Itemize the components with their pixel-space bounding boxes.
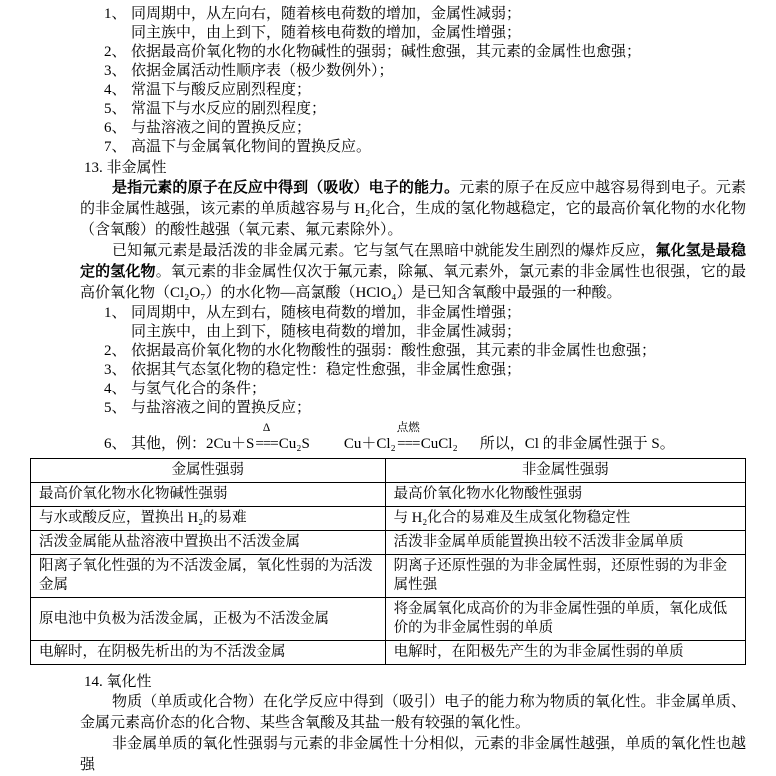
- metal-list-item: [0, 24, 776, 43]
- delta-over-equals: [255, 422, 277, 454]
- metal-list-item: [0, 5, 776, 24]
- list-text: 依据其气态氢化物的稳定性：稳定性愈强，非金属性愈强；: [131, 362, 522, 378]
- table-cell-right: 活泼非金属单质能置换出较不活泼非金属单质: [385, 531, 745, 555]
- list-number: 7、: [104, 139, 127, 155]
- table-cell-right: 电解时，在阳极先产生的为非金属性弱的单质: [385, 641, 745, 665]
- comparison-table: [30, 458, 746, 665]
- list-text: 常温下与酸反应剧烈程度；: [131, 82, 312, 98]
- table-header-nonmetal: 非金属性强弱: [385, 459, 745, 483]
- equation-line: [0, 422, 776, 454]
- list-text: 与氢气化合的条件；: [131, 381, 267, 397]
- table-row: [31, 598, 746, 641]
- table-row: [31, 641, 746, 665]
- nonmetal-list-item: [0, 304, 776, 323]
- section-14-heading: 14. 氧化性: [84, 674, 152, 690]
- list-text: 高温下与金属氧化物间的置换反应。: [131, 139, 372, 155]
- definition-rest-text: 元素的原子在反应中越容易得到电子。元素的非金属性越强，该元素的单质越容易与 H₂化合，生成的氢化物越稳定，它的最高价氧化物的水化物（含氧酸）的酸性越强（氧元素、氟元素除外）。: [80, 180, 746, 238]
- table-cell-right: 最高价氧化物水化物酸性强弱: [385, 483, 745, 507]
- equation-label: 其他，例：: [131, 436, 207, 452]
- reaction-2-product: CuCl₂: [420, 436, 458, 452]
- metal-list-item: [0, 81, 776, 100]
- reaction-1-reactants: 2Cu＋S: [206, 436, 255, 452]
- list-number: 5、: [104, 101, 127, 117]
- list-number: 2、: [104, 44, 127, 60]
- section-13-heading: 13. 非金属性: [84, 160, 167, 176]
- list-number: 2、: [104, 343, 127, 359]
- table-cell-right: 与 H₂化合的易难及生成氢化物稳定性: [385, 507, 745, 531]
- ignite-over-equals: [397, 422, 420, 454]
- table-header-metal: 金属性强弱: [31, 459, 386, 483]
- metal-criteria-list: [0, 5, 776, 157]
- list-number: 3、: [104, 63, 127, 79]
- hf-bold-text: 氟化氢是最稳定的氢化物: [80, 243, 746, 280]
- table-header-row: [31, 459, 746, 483]
- table-row: [31, 483, 746, 507]
- list-number: 4、: [104, 82, 127, 98]
- oxidizing-definition-paragraph: 物质（单质或化合物）在化学反应中得到（吸引）电子的能力称为物质的氧化性。非金属单质、金属元素高价态的化合物、某些含氧酸及其盐一般有较强的氧化性。: [80, 694, 746, 731]
- metal-list-item: [0, 138, 776, 157]
- equals-sign: ===: [397, 436, 420, 452]
- list-number: 1、: [104, 305, 127, 321]
- table-row: [31, 531, 746, 555]
- list-text: 与盐溶液之间的置换反应；: [131, 400, 312, 416]
- list-text: 依据金属活动性顺序表（极少数例外）；: [131, 63, 394, 79]
- fluorine-text-rest: 。氧元素的非金属性仅次于氟元素，除氟、氧元素外，氯元素的非金属性也很强，它的最高价氧化物（Cl₂O₇）的水化物—高氯酸（HClO₄）是已知含氧酸中最强的一种酸。: [80, 264, 746, 301]
- nonmetal-list-item: [0, 323, 776, 342]
- list-text: 同主族中，由上到下，随核电荷数的增加，非金属性减弱；: [131, 324, 522, 340]
- metal-list-item: [0, 43, 776, 62]
- list-text: 同周期中，从左到右，随核电荷数的增加，非金属性增强；: [131, 305, 522, 321]
- definition-bold-text: 是指元素的原子在反应中得到（吸收）电子的能力。: [112, 180, 460, 196]
- list-number: 4、: [104, 381, 127, 397]
- list-text: 与盐溶液之间的置换反应；: [131, 120, 312, 136]
- nonmetal-list-item: [0, 399, 776, 418]
- table-row: [31, 555, 746, 598]
- nonmetal-list-item: [0, 361, 776, 380]
- list-text: 同主族中，由上到下，随着核电荷数的增加，金属性增强；: [131, 25, 522, 41]
- metal-list-item: [0, 62, 776, 81]
- metal-list-item: [0, 119, 776, 138]
- ignite-condition: 点燃: [396, 422, 420, 434]
- metal-list-item: [0, 100, 776, 119]
- oxidizing-similarity-paragraph: 非金属单质的氧化性强弱与元素的非金属性十分相似，元素的非金属性越强，单质的氧化性也越强: [80, 736, 746, 773]
- fluorine-text-start: 已知氟元素是最活泼的非金属元素。它与氢气在黑暗中就能发生剧烈的爆炸反应，: [112, 243, 656, 259]
- reaction-1-product: Cu₂S: [278, 436, 310, 452]
- list-number: 6、: [104, 436, 127, 452]
- equals-sign: ===: [255, 436, 278, 452]
- table-cell-left: 电解时，在阴极先析出的为不活泼金属: [31, 641, 386, 665]
- reaction-2-reactants: Cu＋Cl₂: [343, 436, 396, 452]
- delta-condition: Δ: [262, 422, 271, 434]
- list-number: 3、: [104, 362, 127, 378]
- fluorine-paragraph: [80, 241, 746, 304]
- list-text: 同周期中，从左向右，随着核电荷数的增加，金属性减弱；: [131, 6, 522, 22]
- table-cell-left: 与水或酸反应，置换出 H₂的易难: [31, 507, 386, 531]
- list-text: 依据最高价氧化物的水化物酸性的强弱：酸性愈强，其元素的非金属性也愈强；: [131, 343, 657, 359]
- table-cell-left: 最高价氧化物水化物碱性强弱: [31, 483, 386, 507]
- list-number: [104, 24, 131, 43]
- table-cell-left: 活泼金属能从盐溶液中置换出不活泼金属: [31, 531, 386, 555]
- list-text: 依据最高价氧化物的水化物碱性的强弱；碱性愈强，其元素的金属性也愈强；: [131, 44, 642, 60]
- list-number: 1、: [104, 6, 127, 22]
- nonmetal-definition-paragraph: [80, 178, 746, 241]
- nonmetal-list-item: [0, 380, 776, 399]
- list-number: 5、: [104, 400, 127, 416]
- nonmetal-list-item: [0, 342, 776, 361]
- equation-conclusion: 所以，Cl 的非金属性强于 S。: [479, 436, 675, 452]
- table-cell-right: 将金属氧化成高价的为非金属性强的单质，氧化成低价的为非金属性弱的单质: [385, 598, 745, 641]
- table-row: [31, 507, 746, 531]
- table-cell-left: 阳离子氧化性强的为不活泼金属，氧化性弱的为活泼金属: [31, 555, 386, 598]
- list-number: 6、: [104, 120, 127, 136]
- nonmetal-criteria-list: [0, 304, 776, 418]
- list-text: 常温下与水反应的剧烈程度；: [131, 101, 327, 117]
- table-cell-right: 阴离子还原性强的为非金属性弱，还原性弱的为非金属性强: [385, 555, 745, 598]
- table-cell-left: 原电池中负极为活泼金属，正极为不活泼金属: [31, 598, 386, 641]
- list-number: [104, 323, 131, 342]
